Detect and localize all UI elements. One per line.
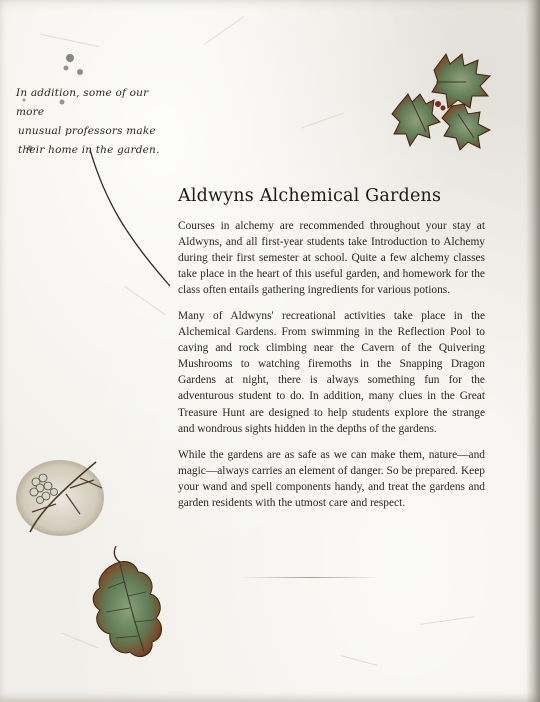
berry-sprig-icon <box>10 452 110 544</box>
page-edge-shadow <box>526 0 540 702</box>
side-note-line: unusual professors make <box>18 125 156 137</box>
side-note-line: In addition, some of our more <box>16 87 149 118</box>
side-note-line: their home in the garden. <box>18 144 160 156</box>
paragraph: While the gardens are as safe as we can make them, nature—and magic—always carries an element of danger. So be prepared. Keep your wand and spell components handy, and treat the gardens and garden residents with the utmost care and respect. <box>178 448 485 509</box>
section-title: Aldwyns Alchemical Gardens <box>178 186 442 206</box>
holly-leaves-icon <box>386 42 498 154</box>
section-body <box>178 218 485 521</box>
oak-leaf-icon <box>86 540 166 668</box>
paragraph: Courses in alchemy are recommended throughout your stay at Aldwyns, and all first-year students take Introduction to Alchemy during their first semester at school. Quite a few alchemy classes take place in the heart of this useful garden, and homework for the class often entails gathering ingredients for various potions. <box>178 220 485 297</box>
divider <box>240 577 380 578</box>
pointer-line <box>80 140 190 290</box>
paragraph: Many of Aldwyns' recreational activities take place in the Alchemical Gardens. From swimming in the Reflection Pool to caving and rock climbing near the Cavern of the Quivering Mushrooms to watching firemoths in the Snapping Dragon Gardens at night, there is always something fun for the adventurous student to do. In addition, many clues in the Great Treasure Hunt are designed to help students explore the strange and wondrous sights hidden in the depths of the gardens. <box>178 310 485 435</box>
